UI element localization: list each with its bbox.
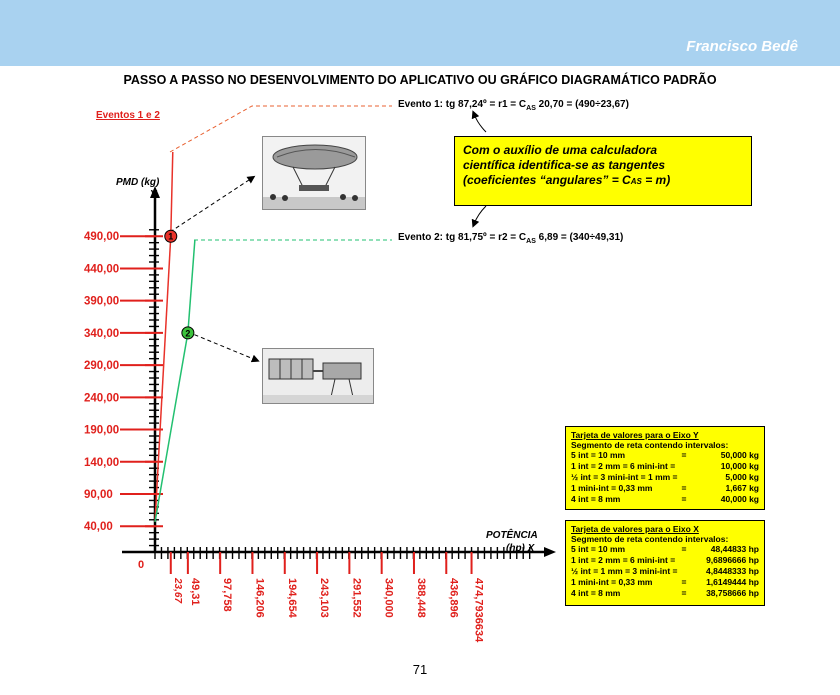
card-y-row-equals — [678, 472, 695, 483]
photo2-pointer — [188, 332, 256, 360]
card-y-row — [571, 450, 759, 461]
page-title: PASSO A PASSO NO DESENVOLVIMENTO DO APLICATIVO OU GRÁFICO DIAGRAMÁTICO PADRÃO — [123, 73, 717, 87]
y-axis-letter: Y — [150, 189, 157, 200]
card-x-row-equals: = — [681, 544, 687, 554]
y-tick-label: 440,00 — [84, 263, 120, 276]
event-point-label: 2 — [185, 328, 191, 339]
x-tick-label: 340,000 — [382, 578, 395, 618]
x-tick-label: 436,896 — [447, 578, 460, 618]
series-extension-2 — [188, 240, 195, 333]
card-x-row-value: 1,6149444 hp — [706, 577, 759, 587]
callout-arrow-top — [474, 114, 486, 132]
callout-arrow-bottom — [474, 206, 486, 224]
card-y-row — [571, 461, 759, 472]
x-tick-label: 474,7936634 — [472, 578, 485, 643]
card-x-row — [571, 577, 759, 588]
x-tick-label: 243,103 — [318, 578, 331, 618]
x-tick-label: 23,67 — [171, 578, 183, 604]
x-tick-label: 97,758 — [221, 578, 234, 612]
x-axis-arrow — [544, 547, 556, 557]
card-y-row — [571, 472, 759, 483]
page-number: 71 — [412, 662, 428, 677]
card-x-row-equals: = — [681, 588, 687, 598]
y-tick-label: 340,00 — [84, 327, 120, 340]
y-tick-label: 390,00 — [84, 295, 120, 308]
x-axis-values-card — [565, 520, 765, 606]
x-tick-label: 146,206 — [253, 578, 266, 618]
card-y-subtitle: Segmento de reta contendo intervalos: — [571, 440, 729, 450]
card-y-row-label: 5 int = 10 mm — [571, 450, 626, 460]
event-point-label: 1 — [168, 231, 174, 242]
x-axis-letter: (hp) X — [506, 543, 535, 554]
card-x-row-label: 1 mini-int = 0,33 mm — [571, 577, 653, 587]
card-x-subtitle: Segmento de reta contendo intervalos: — [571, 534, 729, 544]
y-tick-label: 490,00 — [84, 231, 120, 244]
photo1-pointer — [170, 178, 252, 232]
card-x-row — [571, 544, 759, 555]
x-tick-label: 194,654 — [285, 578, 298, 618]
card-y-row — [571, 494, 759, 505]
event1-connector — [170, 106, 392, 152]
card-y-row-label: 1 int = 2 mm = 6 mini-int = — [571, 461, 676, 471]
card-y-row-equals — [675, 461, 693, 472]
card-y-row-equals: = — [681, 450, 687, 460]
x-tick-label: 291,552 — [350, 578, 363, 618]
card-y-row-equals: = — [681, 483, 687, 493]
card-x-row-label: ½ int = 1 mm = 3 mini-int = — [571, 566, 678, 576]
series-extension-1 — [171, 152, 173, 236]
y-tick-label: 90,00 — [84, 489, 113, 501]
card-y-row-label: 4 int = 8 mm — [571, 494, 621, 504]
events-label: Eventos 1 e 2 — [96, 110, 160, 121]
origin-label: 0 — [138, 559, 145, 571]
card-x-row-value: 4,8448333 hp — [706, 566, 759, 576]
card-y-row-value: 50,000 kg — [720, 450, 759, 460]
x-tick-label: 49,31 — [188, 578, 201, 606]
y-tick-label: 290,00 — [84, 360, 120, 373]
card-x-row-equals: = — [681, 577, 687, 587]
card-y-row-label: 1 mini-int = 0,33 mm — [571, 483, 653, 493]
card-y-row-value: 5,000 kg — [725, 472, 759, 482]
y-tick-label: 140,00 — [84, 456, 120, 469]
card-x-row-equals — [675, 555, 693, 566]
calculator-callout: Com o auxílio de uma calculadora científica identifica-se as tangentes (coeficientes “angulares” = CAS = m) — [454, 136, 752, 206]
card-x-row-value: 38,758666 hp — [706, 588, 759, 598]
card-x-row — [571, 555, 759, 566]
card-x-row-label: 1 int = 2 mm = 6 mini-int = — [571, 555, 676, 565]
card-y-title: Tarjeta de valores para o Eixo Y — [571, 430, 699, 440]
card-x-row-equals — [678, 566, 695, 577]
y-axis-values-card — [565, 426, 765, 510]
card-x-row — [571, 588, 759, 599]
card-y-row-value: 40,000 kg — [720, 494, 759, 504]
card-x-row-value: 9,6896666 hp — [706, 555, 759, 565]
card-x-row-label: 5 int = 10 mm — [571, 544, 626, 554]
event1-text: Evento 1: tg 87,24º = $r1 = C_{AS}$ 20,70 = (490÷23,67) — [398, 99, 629, 112]
y-tick-label: 40,00 — [84, 521, 113, 534]
y-tick-label: 190,00 — [84, 424, 120, 437]
card-y-row-value: 1,667 kg — [725, 483, 759, 493]
card-x-row-label: 4 int = 8 mm — [571, 588, 621, 598]
card-x-title: Tarjeta de valores para o Eixo X — [571, 524, 699, 534]
card-y-row-equals: = — [681, 494, 687, 504]
card-x-row — [571, 566, 759, 577]
y-tick-label: 240,00 — [84, 392, 120, 405]
event2-text: Evento 2: tg 81,75º = $r2 = C_{AS}$ 6,89 = (340÷49,31) — [398, 232, 624, 245]
card-y-row-value: 10,000 kg — [720, 461, 759, 471]
author-name: Francisco Bedê — [686, 38, 798, 55]
card-y-row — [571, 483, 759, 494]
card-x-row-value: 48,44833 hp — [710, 544, 759, 554]
x-tick-label: 388,448 — [414, 578, 427, 618]
x-axis-title: POTÊNCIA — [486, 530, 538, 541]
y-axis-title: PMD (kg) — [116, 177, 160, 188]
card-y-row-label: ½ int = 3 mini-int = 1 mm = — [571, 472, 678, 482]
